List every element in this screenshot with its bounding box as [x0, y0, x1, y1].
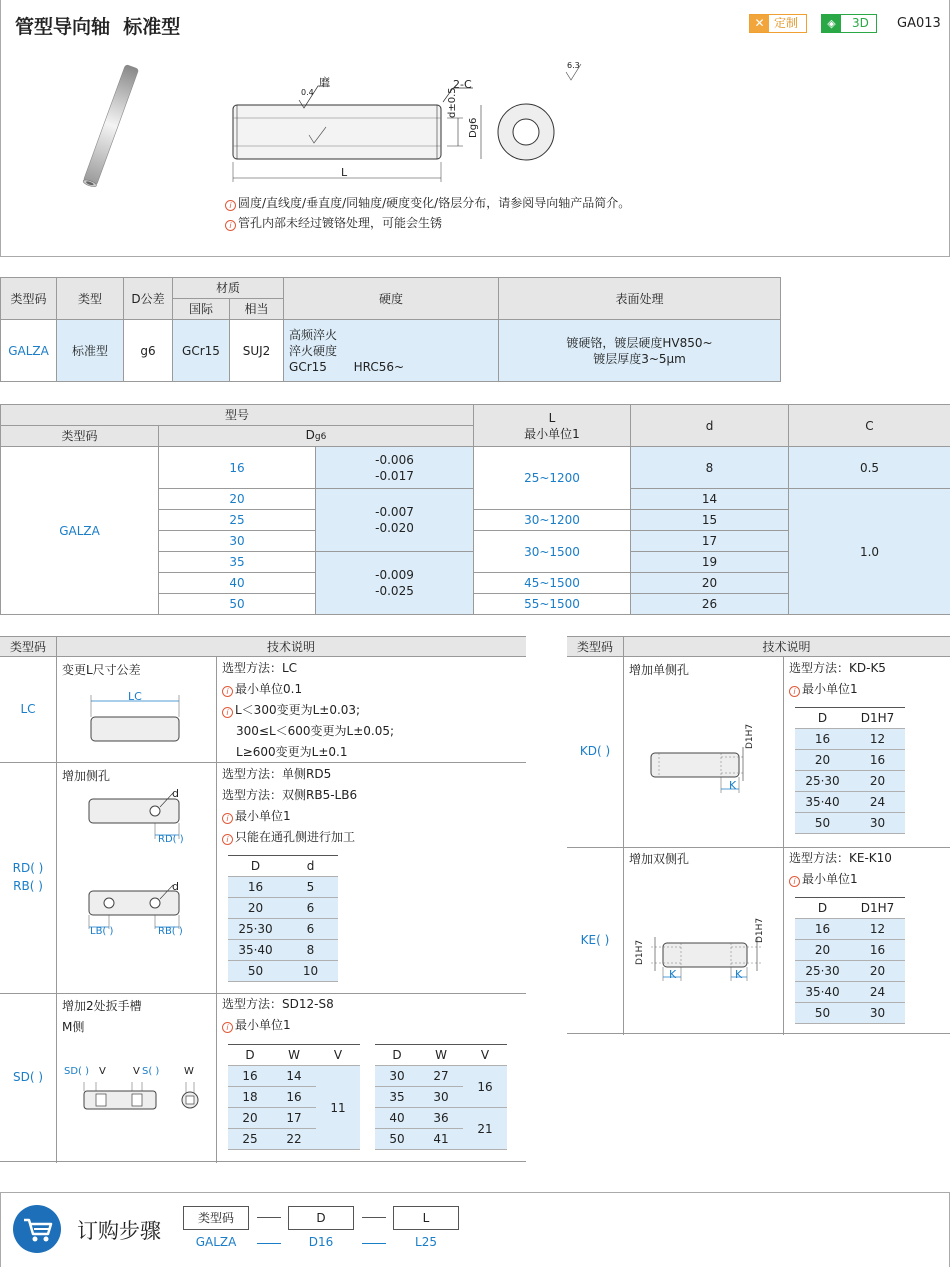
lb-label: LB( ) — [90, 926, 114, 937]
info-icon: i — [225, 200, 236, 211]
ke-cell: 25·30 — [795, 961, 850, 982]
sd-cell: 40 — [375, 1108, 419, 1129]
ke-cell: 16 — [850, 940, 905, 961]
dims-d: 19 — [631, 552, 789, 573]
rb-d-label: d — [172, 880, 179, 893]
sd-cell: 30 — [375, 1066, 419, 1087]
opt-right-h-code: 类型码 — [576, 640, 613, 654]
spec-h-equiv: 相当 — [230, 299, 284, 320]
order-box-L[interactable]: L — [393, 1206, 459, 1230]
dims-D[interactable]: 16 — [159, 447, 316, 489]
kd-table — [795, 707, 905, 834]
kd-cell: 24 — [850, 792, 905, 813]
order-value-L: L25 — [415, 1235, 437, 1249]
ke-cell: 35·40 — [795, 982, 850, 1003]
sd-th: W — [272, 1045, 316, 1066]
order-value-D: D16 — [308, 1235, 334, 1249]
spec-h-type-code: 类型码 — [1, 278, 57, 320]
kd-cell: 20 — [850, 771, 905, 792]
rd-cell: 5 — [283, 877, 338, 898]
kd-cell: 16 — [850, 750, 905, 771]
kd-k-label: K — [729, 779, 737, 792]
spec-type: 标准型 — [57, 320, 124, 382]
rd-cell: 10 — [283, 961, 338, 982]
spec-h-surface: 表面处理 — [499, 278, 781, 320]
sd-v2-label: V — [133, 1066, 140, 1077]
rd-drawing — [85, 787, 195, 947]
rd-cell: 6 — [283, 919, 338, 940]
ke-th: D — [795, 898, 850, 919]
kd-th: D1H7 — [850, 708, 905, 729]
ke-cell: 20 — [795, 940, 850, 961]
options-right — [567, 636, 950, 1034]
sd-note-1: i 最小单位1 — [222, 1015, 291, 1036]
header-panel — [0, 0, 950, 257]
rd-code[interactable]: RD( ) — [12, 861, 44, 875]
sd-cell: 18 — [228, 1087, 272, 1108]
dims-tol: -0.009 -0.025 — [316, 552, 474, 615]
grind-label: 磨 — [319, 76, 330, 89]
dims-D[interactable]: 30 — [159, 531, 316, 552]
spec-h-type: 类型 — [57, 278, 124, 320]
sd-cell: 25 — [228, 1129, 272, 1150]
sd-cell: 21 — [463, 1108, 507, 1150]
options-left — [0, 636, 526, 1162]
note-1: i 圆度/直线度/垂直度/同轴度/硬度变化/铬层分布，请参阅导向轴产品简介。 — [225, 193, 630, 214]
lc-note-2: i L＜300变更为L±0.03; — [222, 700, 360, 721]
dim-D-label: Dg6 — [468, 117, 479, 138]
dims-h-model: 型号 — [1, 405, 474, 426]
dim-L-label: L — [341, 166, 348, 179]
dims-C: 1.0 — [789, 489, 950, 615]
order-title: 订购步骤 — [77, 1219, 161, 1243]
spec-surface: 镀硬铬，镀层硬度HV850~ 镀层厚度3~5μm — [499, 320, 781, 382]
kd-cell: 16 — [795, 729, 850, 750]
kd-code[interactable]: KD( ) — [579, 744, 611, 758]
ke-title: 增加双侧孔 — [629, 852, 690, 866]
ke-cell: 30 — [850, 1003, 905, 1024]
spec-h-dtol: D公差 — [124, 278, 173, 320]
spec-dtol: g6 — [124, 320, 173, 382]
order-box-D[interactable]: D — [288, 1206, 354, 1230]
kd-cell: 35·40 — [795, 792, 850, 813]
ke-d1-right-label: D1H7 — [755, 917, 765, 943]
info-icon: i — [789, 686, 800, 697]
kd-th: D — [795, 708, 850, 729]
rd-th: D — [228, 856, 283, 877]
info-icon: i — [222, 813, 233, 824]
opt-right-h-desc: 技术说明 — [762, 640, 811, 654]
sd-cell: 20 — [228, 1108, 272, 1129]
ke-cell: 50 — [795, 1003, 850, 1024]
order-box-type-code[interactable]: 类型码 — [183, 1206, 249, 1230]
rd-note-2: i 只能在通孔侧进行加工 — [222, 827, 355, 848]
dims-h-D: Dg6 — [159, 426, 474, 447]
kd-title: 增加单侧孔 — [629, 663, 690, 677]
ra-top-label: 6.3 — [567, 61, 580, 70]
dims-L: 25~1200 — [474, 447, 631, 510]
sd-th: D — [375, 1045, 419, 1066]
ke-cell: 24 — [850, 982, 905, 1003]
cube-icon: ◈ — [822, 15, 841, 32]
kd-cell: 12 — [850, 729, 905, 750]
dims-h-d: d — [631, 405, 789, 447]
sd-cell: 41 — [419, 1129, 463, 1150]
sd-cell: 16 — [272, 1087, 316, 1108]
spec-h-hardness: 硬度 — [284, 278, 499, 320]
kd-cell: 30 — [850, 813, 905, 834]
sd-cell: 36 — [419, 1108, 463, 1129]
dims-tol: -0.007 -0.020 — [316, 489, 474, 552]
lc-title: 变更L尺寸公差 — [62, 663, 141, 677]
ra-small-label: 0.4 — [301, 88, 314, 97]
spec-type-code[interactable]: GALZA — [1, 320, 57, 382]
sd-sub: M侧 — [62, 1020, 85, 1034]
sd-cell: 17 — [272, 1108, 316, 1129]
ke-k-right-label: K — [735, 968, 743, 981]
sd-th: V — [463, 1045, 507, 1066]
dimension-table — [0, 404, 950, 615]
sd-cell: 27 — [419, 1066, 463, 1087]
kd-drawing — [647, 745, 772, 800]
dims-d: 26 — [631, 594, 789, 615]
ke-cell: 16 — [795, 919, 850, 940]
cart-icon — [13, 1205, 61, 1253]
dims-d: 17 — [631, 531, 789, 552]
rd-cell: 35·40 — [228, 940, 283, 961]
info-icon: i — [225, 220, 236, 231]
sd-cell: 14 — [272, 1066, 316, 1087]
dims-d: 15 — [631, 510, 789, 531]
note-2: i 管孔内部未经过镀铬处理，可能会生锈 — [225, 213, 442, 234]
rd-cell: 50 — [228, 961, 283, 982]
dims-L: 45~1500 — [474, 573, 631, 594]
dims-D[interactable]: 35 — [159, 552, 316, 573]
sd-cell: 11 — [316, 1066, 360, 1150]
sd-cell: 16 — [228, 1066, 272, 1087]
dim-d-label: d±0.5 — [447, 87, 458, 118]
ke-k-left-label: K — [669, 968, 677, 981]
lc-label: LC — [128, 690, 142, 703]
sd-cell: 50 — [375, 1129, 419, 1150]
ke-cell: 20 — [850, 961, 905, 982]
rd-d-label: d — [172, 787, 179, 800]
ke-note-1: i 最小单位1 — [789, 869, 858, 890]
lc-note-4: L≥600变更为L±0.1 — [236, 745, 348, 759]
spec-table — [0, 277, 781, 382]
order-value-type-code: GALZA — [195, 1235, 237, 1249]
rd-cell: 25·30 — [228, 919, 283, 940]
sd-table-1 — [228, 1044, 360, 1150]
dims-L: 30~1200 — [474, 510, 631, 531]
sd-code[interactable]: SD( ) — [12, 1070, 44, 1084]
rd-cell: 16 — [228, 877, 283, 898]
sd-v-label: V — [99, 1066, 106, 1077]
spec-equiv: SUJ2 — [230, 320, 284, 382]
rd-select-1: 选型方法：单侧RD5 — [222, 767, 332, 781]
kd-note-1: i 最小单位1 — [789, 679, 858, 700]
lc-code[interactable]: LC — [20, 702, 36, 716]
sd-w-label: W — [184, 1066, 194, 1077]
dims-L: 55~1500 — [474, 594, 631, 615]
rb-code[interactable]: RB( ) — [13, 879, 43, 893]
dims-L: 30~1500 — [474, 531, 631, 573]
rd-cell: 6 — [283, 898, 338, 919]
rd-cell: 8 — [283, 940, 338, 961]
custom-badge[interactable]: ✕ 定制 — [749, 14, 807, 33]
s-label: S( ) — [142, 1066, 160, 1077]
page-title: 管型导向轴 标准型 — [15, 16, 181, 38]
custom-icon: ✕ — [750, 15, 769, 32]
dims-h-L: L 最小单位1 — [474, 405, 631, 447]
info-icon: i — [222, 686, 233, 697]
kd-cell: 50 — [795, 813, 850, 834]
kd-cell: 20 — [795, 750, 850, 771]
lc-note-1: i 最小单位0.1 — [222, 679, 302, 700]
info-icon: i — [222, 1022, 233, 1033]
kd-cell: 25·30 — [795, 771, 850, 792]
info-icon: i — [222, 834, 233, 845]
rd-table — [228, 855, 338, 982]
3d-badge[interactable]: ◈ 3D — [821, 14, 877, 33]
spec-hardness: 高频淬火 淬火硬度 GCr15 HRC56~ — [284, 320, 499, 382]
dims-type-code[interactable]: GALZA — [1, 447, 159, 615]
ke-select: 选型方法：KE-K10 — [789, 851, 892, 865]
sd-cell: 16 — [463, 1066, 507, 1108]
kd-select: 选型方法：KD-K5 — [789, 661, 886, 675]
lc-select: 选型方法：LC — [222, 661, 298, 675]
rd-select-2: 选型方法：双侧RB5-LB6 — [222, 788, 358, 802]
ke-cell: 12 — [850, 919, 905, 940]
product-code: GA013 — [897, 16, 941, 31]
opt-left-h-desc: 技术说明 — [266, 640, 315, 654]
ke-table — [795, 897, 905, 1024]
ke-d1-left-label: D1H7 — [635, 939, 645, 965]
sd-label: SD( ) — [64, 1066, 90, 1077]
sd-th: D — [228, 1045, 272, 1066]
sd-th: V — [316, 1045, 360, 1066]
sd-title: 增加2处扳手槽 — [62, 999, 142, 1013]
dims-D[interactable]: 40 — [159, 573, 316, 594]
spec-h-intl: 国际 — [173, 299, 230, 320]
sd-select: 选型方法：SD12-S8 — [222, 997, 334, 1011]
dims-d: 20 — [631, 573, 789, 594]
rb-label: RB( ) — [158, 926, 183, 937]
sd-table-2 — [375, 1044, 507, 1150]
spec-intl: GCr15 — [173, 320, 230, 382]
dims-D[interactable]: 25 — [159, 510, 316, 531]
dims-tol: -0.006 -0.017 — [316, 447, 474, 489]
kd-d1-label: D1H7 — [745, 723, 755, 749]
chamfer-label: 2-C — [453, 78, 472, 91]
info-icon: i — [222, 707, 233, 718]
dims-d: 14 — [631, 489, 789, 510]
sd-drawing — [62, 1077, 212, 1137]
order-steps — [0, 1192, 950, 1267]
ke-th: D1H7 — [850, 898, 905, 919]
ke-code[interactable]: KE( ) — [580, 933, 610, 947]
dims-D[interactable]: 20 — [159, 489, 316, 510]
dims-D[interactable]: 50 — [159, 594, 316, 615]
rd-note-1: i 最小单位1 — [222, 806, 291, 827]
spec-h-material: 材质 — [173, 278, 284, 299]
dims-d: 8 — [631, 447, 789, 489]
opt-left-h-code: 类型码 — [9, 640, 46, 654]
rd-cell: 20 — [228, 898, 283, 919]
dims-h-C: C — [789, 405, 950, 447]
dims-h-type-code: 类型码 — [1, 426, 159, 447]
rd-label: RD( ) — [158, 834, 184, 845]
rd-title: 增加侧孔 — [62, 769, 111, 783]
rd-th: d — [283, 856, 338, 877]
lc-note-3: 300≤L＜600变更为L±0.05; — [236, 724, 395, 738]
dims-C: 0.5 — [789, 447, 950, 489]
sd-cell: 30 — [419, 1087, 463, 1108]
sd-th: W — [419, 1045, 463, 1066]
info-icon: i — [789, 876, 800, 887]
sd-cell: 22 — [272, 1129, 316, 1150]
sd-cell: 35 — [375, 1087, 419, 1108]
